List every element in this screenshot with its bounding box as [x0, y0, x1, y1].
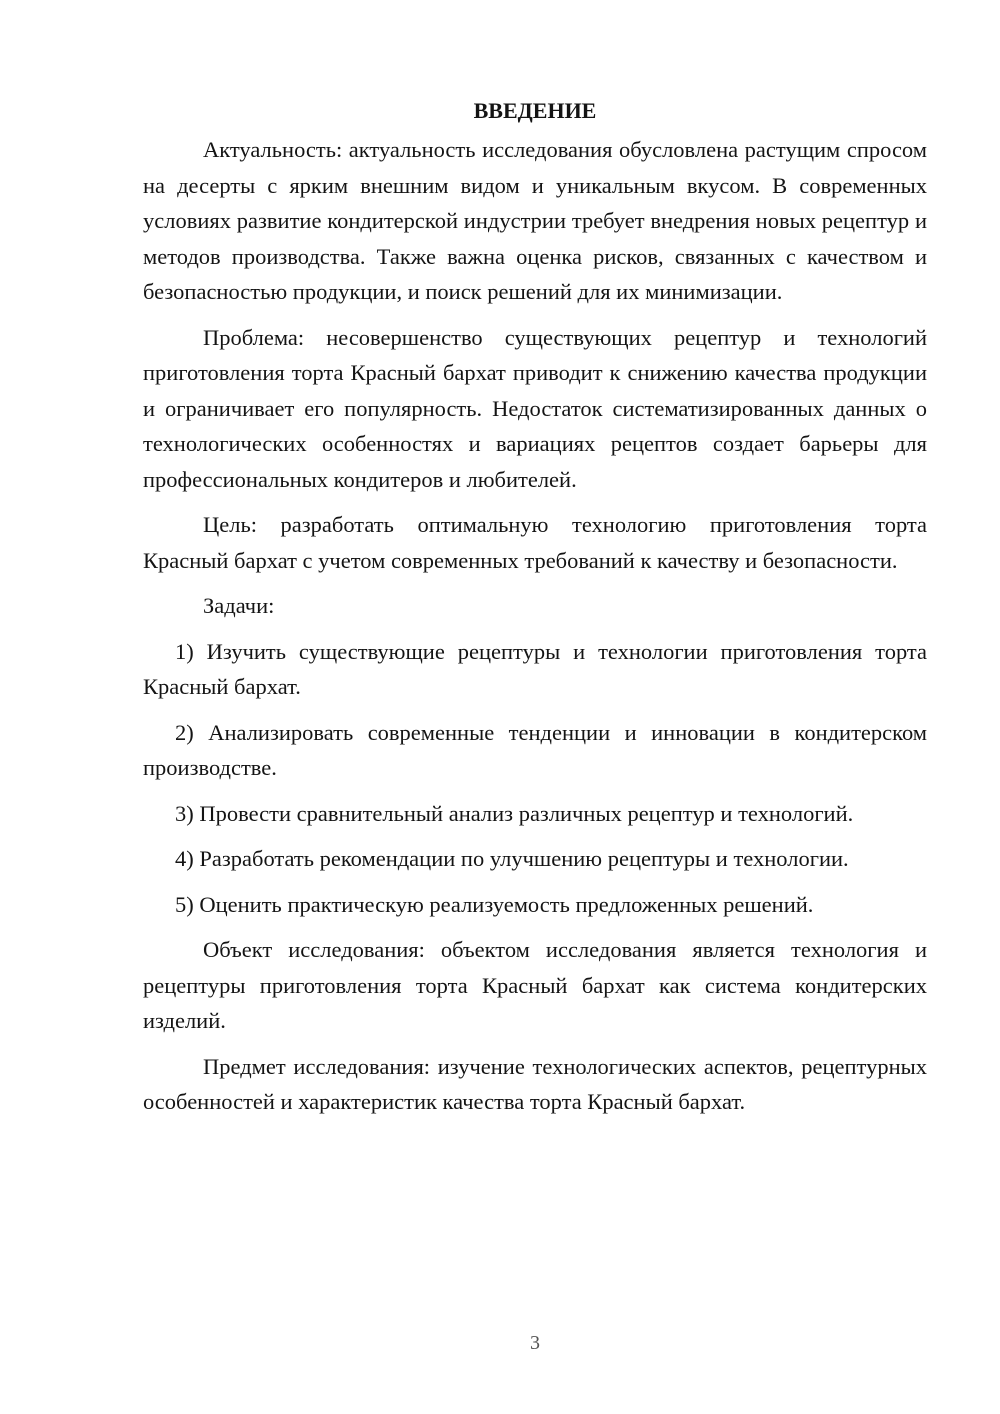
task-item: 3) Провести сравнительный анализ различных рецептур и технологий. — [175, 800, 854, 826]
relevance-paragraph: Актуальность: актуальность исследования обусловлена растущим спросом на десерты с ярким внешним видом и уникальным вкусом. В современных условиях развитие кондитерской индустрии требует внедрения новых рецептур и методов производства. Также важна оценка рисков, связанных с качеством и безопасностью продукции, и поиск решений для их минимизации. — [143, 137, 927, 304]
object-paragraph: Объект исследования: объектом исследования является технология и рецептуры приготовления торта Красный бархат как система кондитерских изделий. — [143, 937, 927, 1033]
task-item: 1) Изучить существующие рецептуры и технологии приготовления торта Красный бархат. — [143, 638, 927, 699]
problem-paragraph: Проблема: несовершенство существующих рецептур и технологий приготовления торта Красный бархат приводит к снижению качества продукции и ограничивает его популярность. Недостаток систематизированных данных о технологических особенностях и вариациях рецептов создает барьеры для профессиональных кондитеров и любителей. — [143, 324, 927, 492]
goal-paragraph: Цель: разработать оптимальную технологию приготовления торта Красный бархат с учетом современных требований к качеству и безопасности. — [143, 512, 927, 573]
task-item: 2) Анализировать современные тенденции и инновации в кондитерском производстве. — [143, 719, 927, 780]
page-number: 3 — [530, 1332, 540, 1354]
section-heading: ВВЕДЕНИЕ — [473, 98, 597, 123]
page-content — [143, 93, 927, 1130]
tasks-label: Задачи: — [203, 593, 275, 618]
subject-paragraph: Предмет исследования: изучение технологических аспектов, рецептурных особенностей и характеристик качества торта Красный бархат. — [143, 1053, 927, 1114]
tasks-list — [143, 634, 927, 923]
task-item: 4) Разработать рекомендации по улучшению рецептуры и технологии. — [175, 846, 849, 871]
task-item: 5) Оценить практическую реализуемость предложенных решений. — [175, 891, 814, 917]
